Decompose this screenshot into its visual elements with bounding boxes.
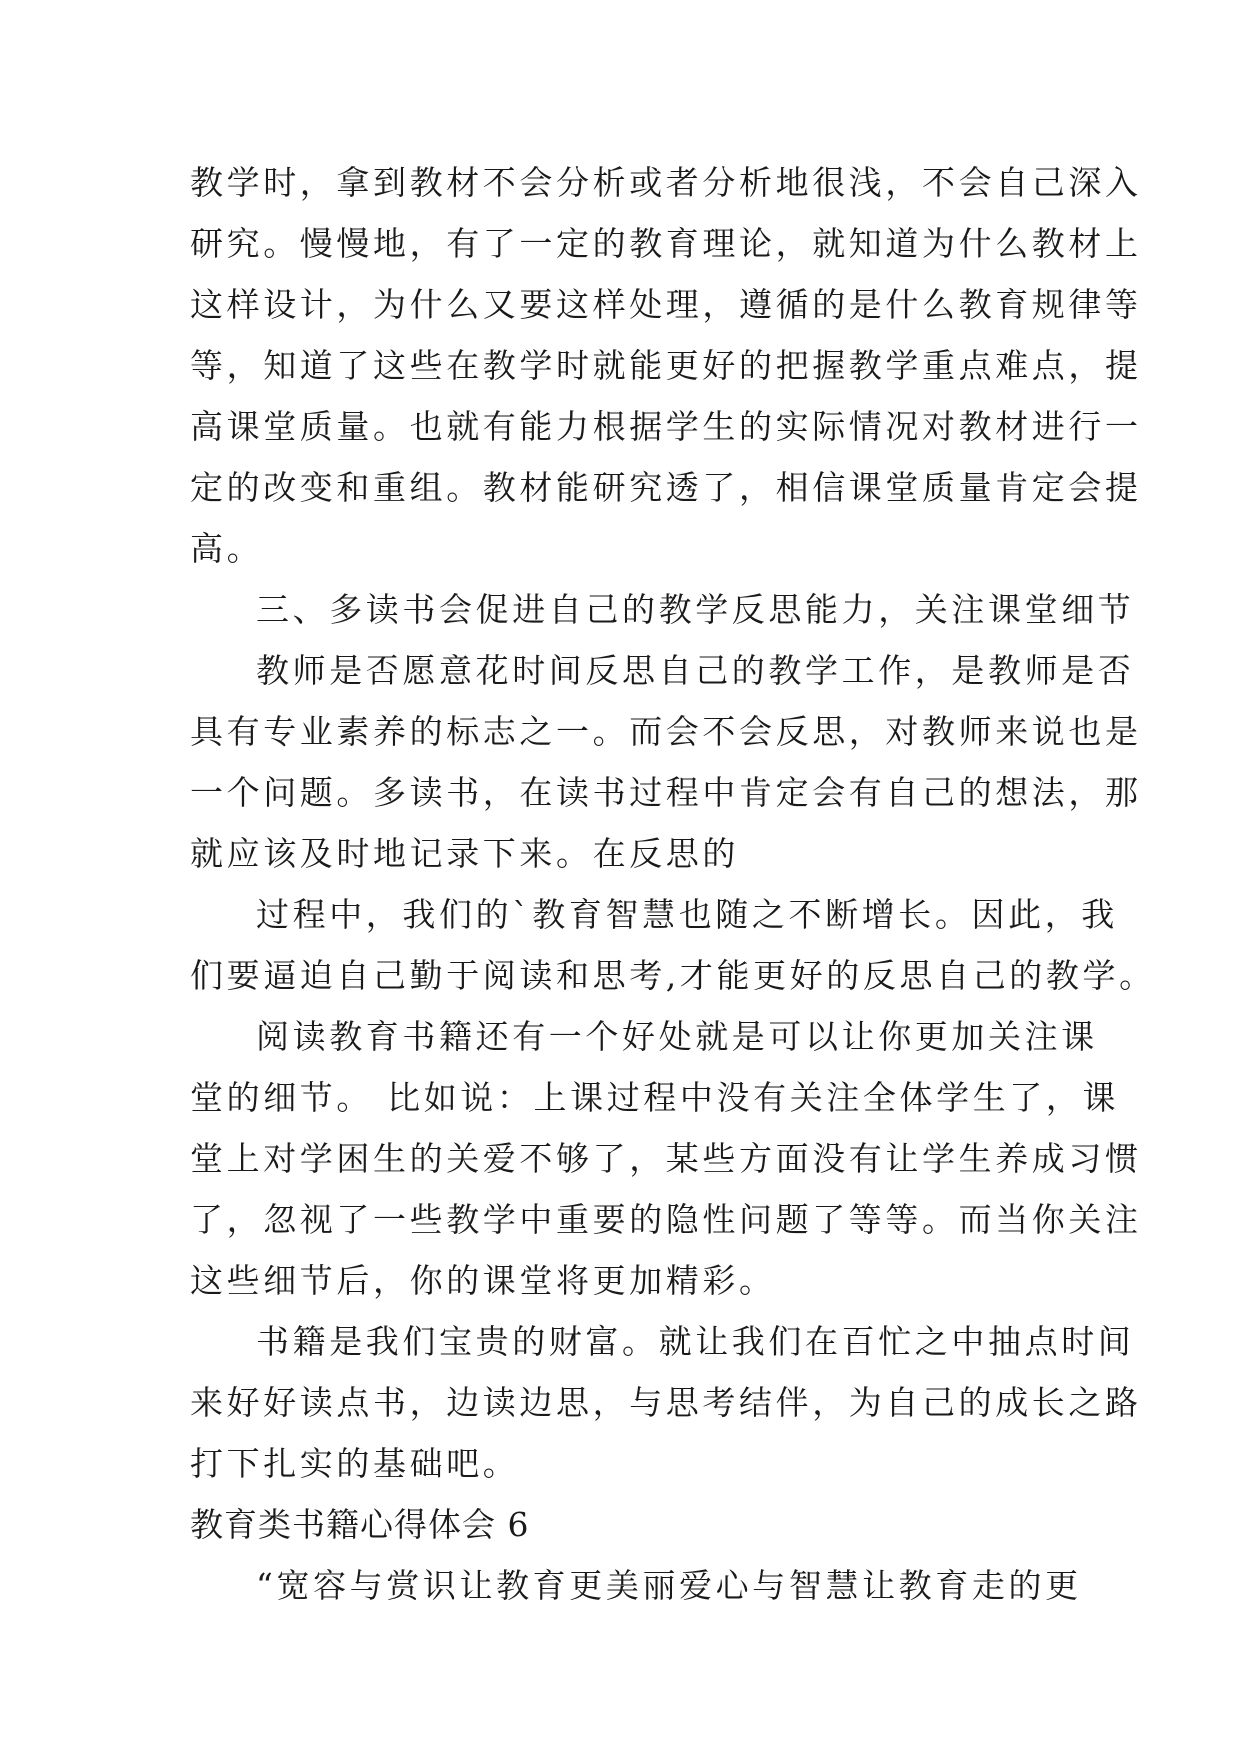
text-line: 研究。慢慢地，有了一定的教育理论，就知道为什么教材上 bbox=[190, 224, 1142, 263]
text-line: 来好好读点书，边读边思，与思考结伴，为自己的成长之路 bbox=[190, 1383, 1142, 1422]
text-line: 堂上对学困生的关爱不够了，某些方面没有让学生养成习惯 bbox=[190, 1139, 1142, 1178]
text-line: 具有专业素养的标志之一。而会不会反思，对教师来说也是 bbox=[190, 712, 1142, 751]
text-line: 们要逼迫自己勤于阅读和思考,才能更好的反思自己的教学。 bbox=[190, 956, 1156, 995]
text-line: 了，忽视了一些教学中重要的隐性问题了等等。而当你关注 bbox=[190, 1200, 1142, 1239]
paragraph-start-line: 书籍是我们宝贵的财富。就让我们在百忙之中抽点时间 bbox=[256, 1322, 1135, 1361]
text-line: 高课堂质量。也就有能力根据学生的实际情况对教材进行一 bbox=[190, 407, 1142, 446]
paragraph-start-line: 阅读教育书籍还有一个好处就是可以让你更加关注课 bbox=[256, 1017, 1098, 1056]
text-line: 堂的细节。 比如说：上课过程中没有关注全体学生了，课 bbox=[190, 1078, 1120, 1117]
text-line: 定的改变和重组。教材能研究透了，相信课堂质量肯定会提 bbox=[190, 468, 1142, 507]
section-heading: 三、多读书会促进自己的教学反思能力，关注课堂细节 bbox=[256, 590, 1135, 629]
paragraph-start-line: 过程中，我们的`教育智慧也随之不断增长。因此，我 bbox=[256, 895, 1118, 934]
text-line: 高。 bbox=[190, 529, 264, 568]
article-title: 教育类书籍心得体会 6 bbox=[190, 1505, 530, 1544]
text-line: 就应该及时地记录下来。在反思的 bbox=[190, 834, 739, 873]
paragraph-start-line: “宽容与赏识让教育更美丽爱心与智慧让教育走的更 bbox=[256, 1566, 1082, 1605]
text-line: 打下扎实的基础吧。 bbox=[190, 1444, 520, 1483]
text-line: 这些细节后，你的课堂将更加精彩。 bbox=[190, 1261, 776, 1300]
text-line: 一个问题。多读书，在读书过程中肯定会有自己的想法，那 bbox=[190, 773, 1142, 812]
paragraph-start-line: 教师是否愿意花时间反思自己的教学工作，是教师是否 bbox=[256, 651, 1135, 690]
text-line: 教学时，拿到教材不会分析或者分析地很浅，不会自己深入 bbox=[190, 163, 1142, 202]
text-line: 等，知道了这些在教学时就能更好的把握教学重点难点，提 bbox=[190, 346, 1142, 385]
document-body bbox=[190, 152, 1156, 1616]
text-line: 这样设计，为什么又要这样处理，遵循的是什么教育规律等 bbox=[190, 285, 1142, 324]
